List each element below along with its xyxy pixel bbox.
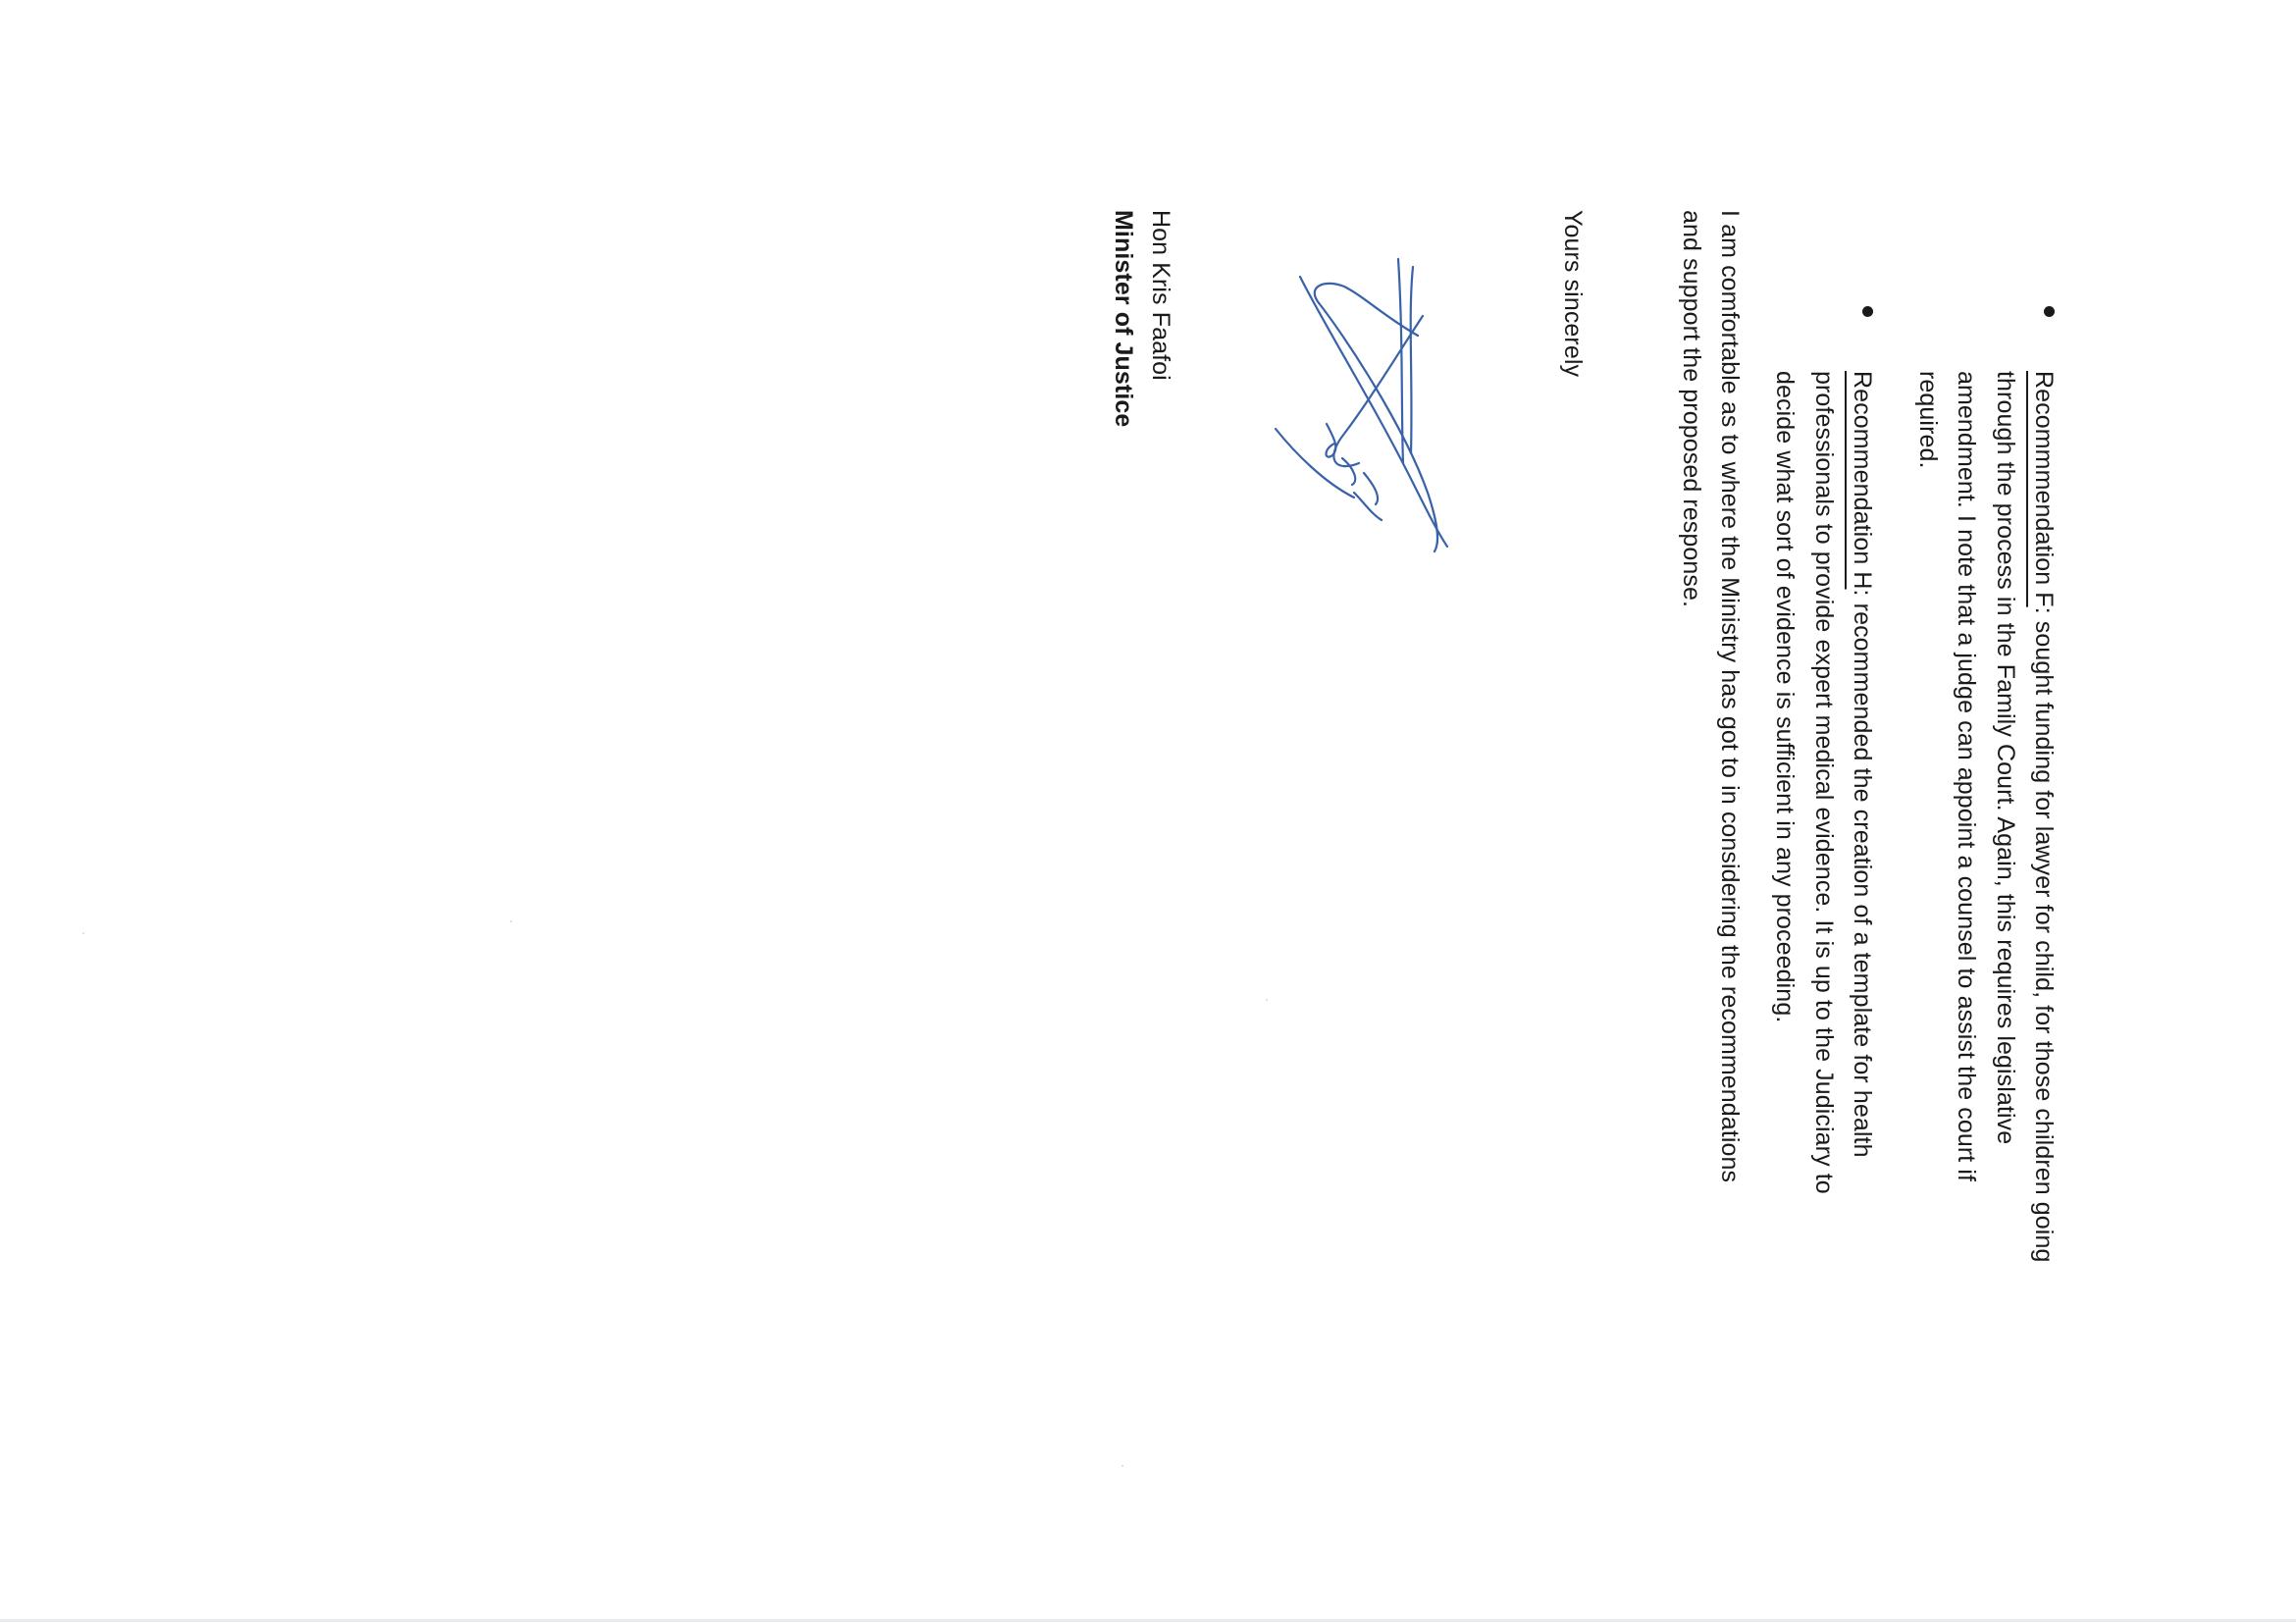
recommendation-f-line-2: through the process in the Family Court. Again, this requires legislative [1992,371,2019,1145]
scan-speck [1266,999,1268,1001]
recommendation-h-line-3: decide what sort of evidence is sufficient in any proceeding. [1771,371,1799,1023]
signatory-title: Minister of Justice [1110,210,1137,428]
closing-paragraph-line-1: I am comfortable as to where the Ministry has got to in considering the recommendations [1716,210,1744,1183]
recommendation-f-line-1-text: : sought funding for lawyer for child, for those children going [2030,606,2058,1263]
signatory-name: Hon Kris Faafoi [1147,210,1174,381]
scan-speck [82,932,84,934]
recommendation-h-line-1 [1850,371,1874,1158]
sign-off: Yours sincerely [1559,210,1587,378]
handwritten-signature [1266,257,1452,561]
recommendation-f-line-1 [2031,371,2056,1262]
recommendation-f-line-4: required. [1914,371,1942,469]
bullet-recommendation-f [2044,306,2055,317]
recommendation-f-label: Recommmendation F [2030,371,2058,607]
recommendation-h-line-1-text: : recommended the creation of a template for health [1849,589,1876,1158]
bullet-recommendation-h [1862,306,1873,317]
recommendation-h-line-2: professionals to provide expert medical evidence. It is up to the Judiciary to [1810,371,1838,1194]
recommendation-h-label: Recommendation H [1849,371,1876,590]
scan-bottom-edge [0,1619,2296,1622]
scan-speck [1122,1465,1123,1467]
closing-paragraph-line-2: and support the proposed response. [1678,210,1705,608]
recommendation-f-line-3: amendment. I note that a judge can appoint a counsel to assist the court if [1953,371,1980,1182]
scan-speck [510,920,512,922]
